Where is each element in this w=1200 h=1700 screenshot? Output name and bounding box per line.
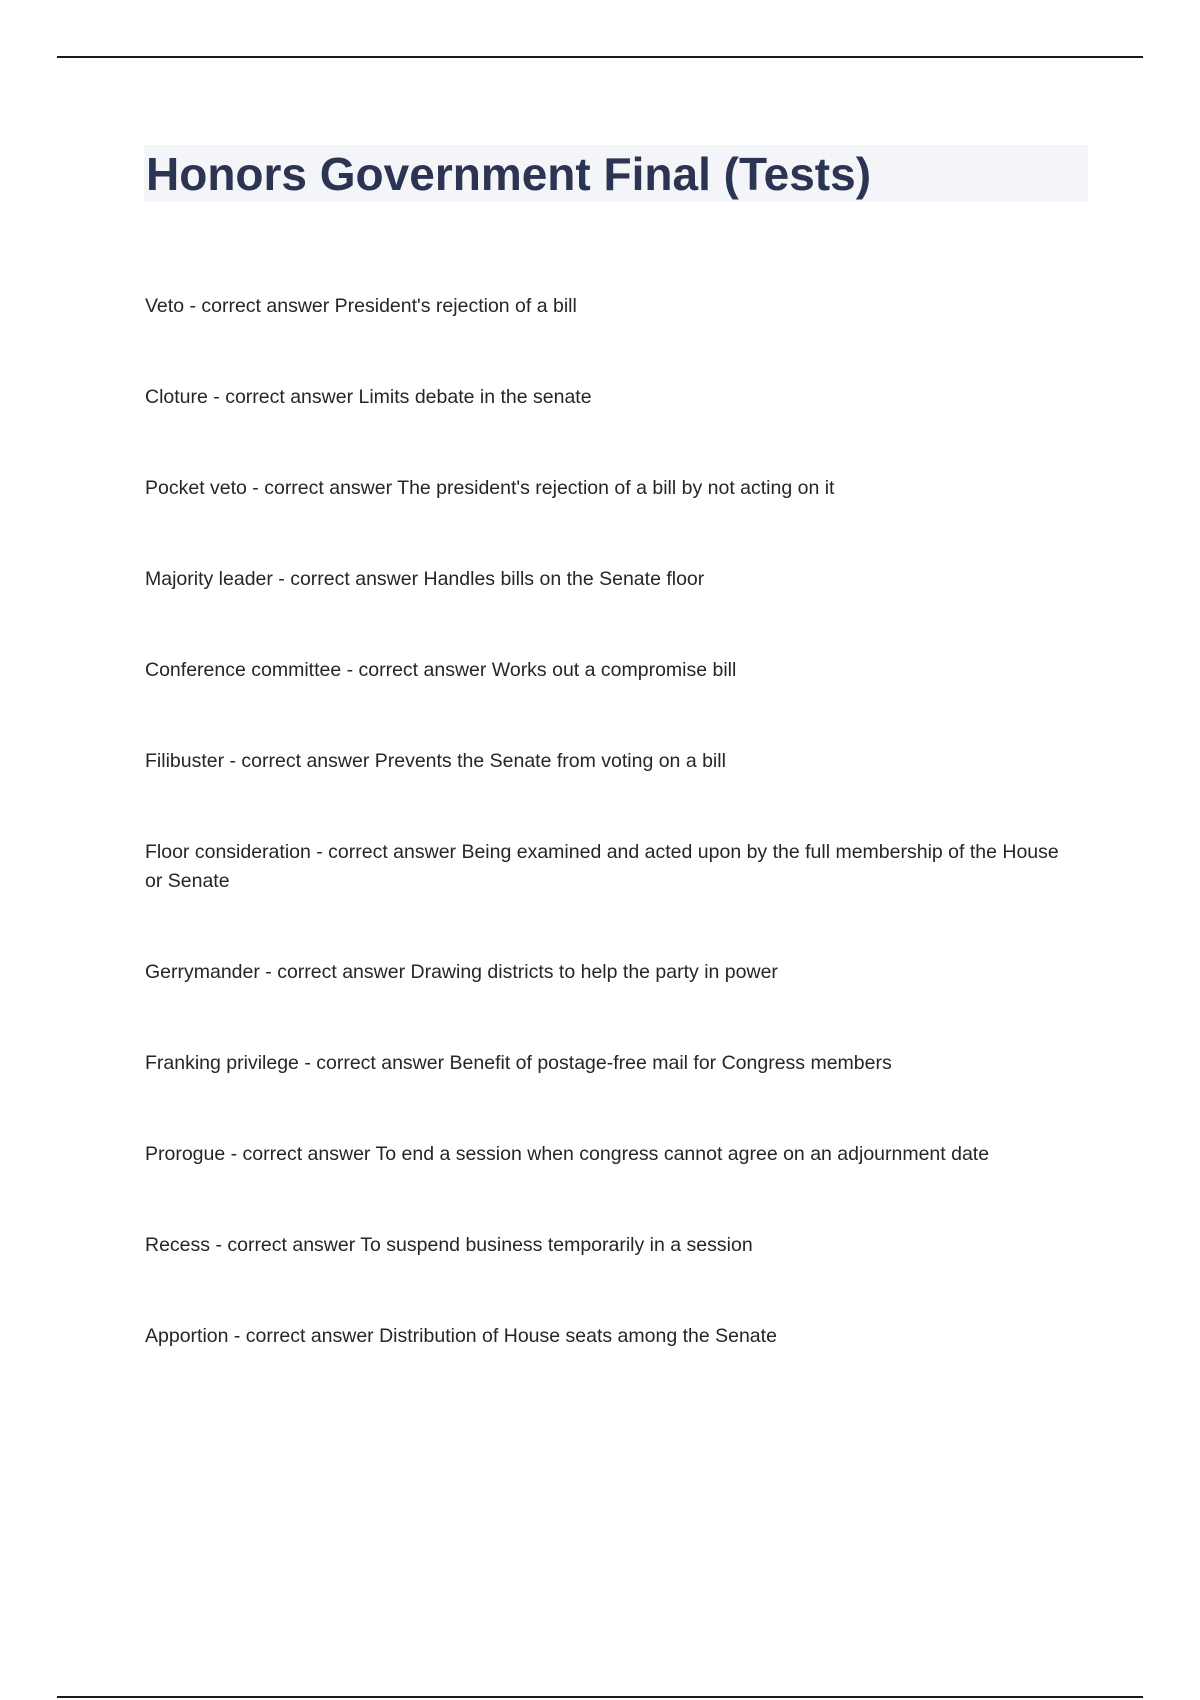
list-item: Franking privilege - correct answer Benefit of postage-free mail for Congress members xyxy=(145,1052,892,1074)
flashcard-list xyxy=(145,292,1065,1351)
list-item: Majority leader - correct answer Handles bills on the Senate floor xyxy=(145,568,705,590)
list-item: Veto - correct answer President's rejection of a bill xyxy=(145,295,577,317)
list-item: Pocket veto - correct answer The president's rejection of a bill by not acting on it xyxy=(145,477,835,499)
page-title: Honors Government Final (Tests) xyxy=(146,148,872,200)
list-item: Cloture - correct answer Limits debate in the senate xyxy=(145,386,592,408)
list-item: Gerrymander - correct answer Drawing districts to help the party in power xyxy=(145,961,778,983)
list-item: Conference committee - correct answer Works out a compromise bill xyxy=(145,659,737,681)
footer-rule xyxy=(57,1696,1143,1698)
list-item: Floor consideration - correct answer Being examined and acted upon by the full membership of the House or Senate xyxy=(145,841,1059,892)
list-item: Prorogue - correct answer To end a session when congress cannot agree on an adjournment date xyxy=(145,1143,990,1165)
header-rule xyxy=(57,56,1143,58)
list-item: Filibuster - correct answer Prevents the Senate from voting on a bill xyxy=(145,750,726,772)
list-item: Recess - correct answer To suspend business temporarily in a session xyxy=(145,1234,753,1256)
list-item: Apportion - correct answer Distribution of House seats among the Senate xyxy=(145,1325,777,1347)
